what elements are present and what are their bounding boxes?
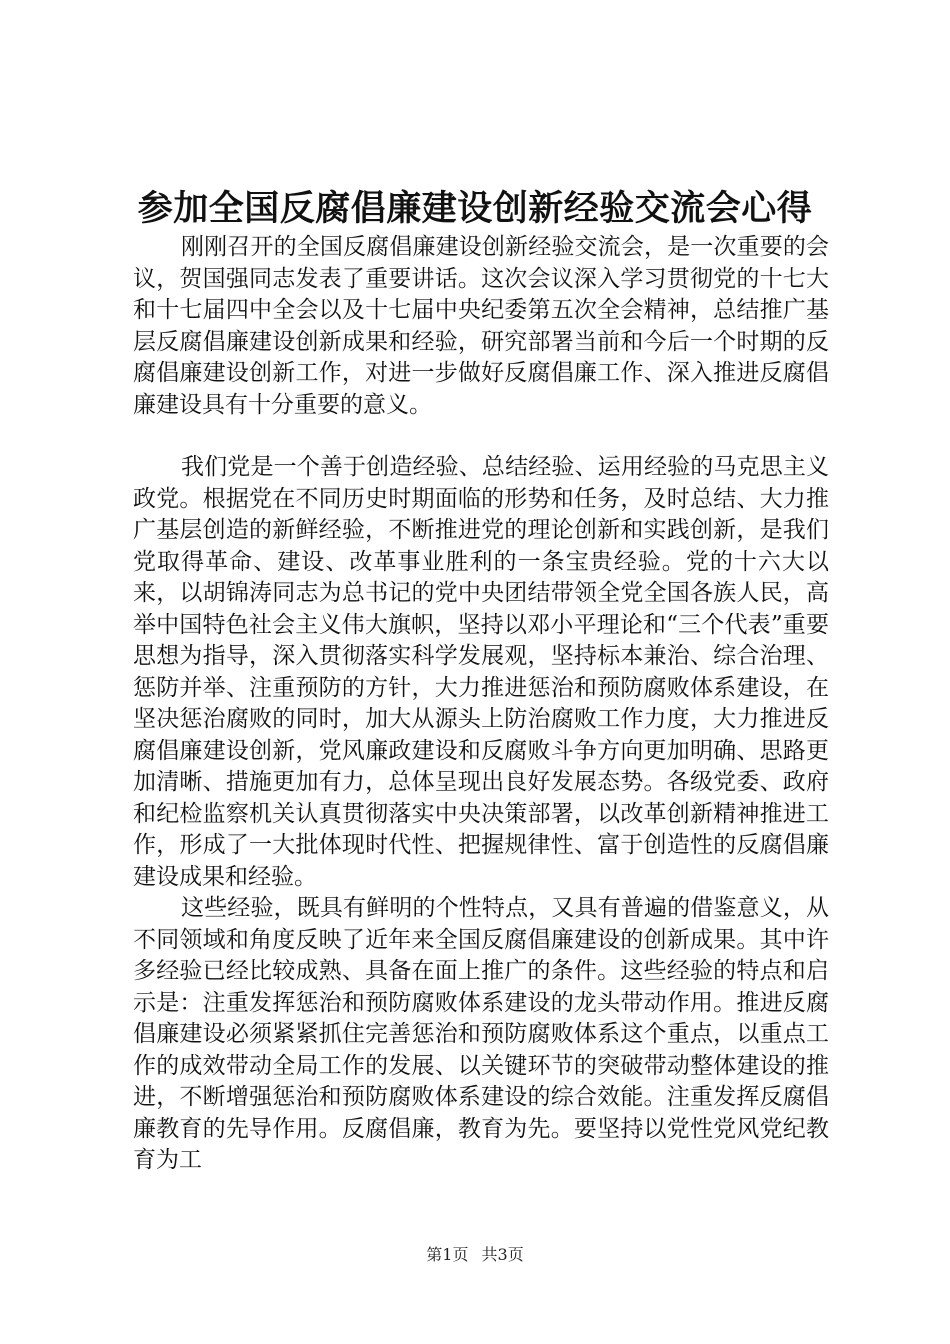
- page-number: 第1页: [426, 1245, 469, 1264]
- document-body: [133, 232, 829, 1177]
- page-total: 共3页: [481, 1245, 524, 1264]
- page-footer: [0, 1244, 950, 1266]
- paragraph-1: 刚刚召开的全国反腐倡廉建设创新经验交流会，是一次重要的会议，贺国强同志发表了重要讲话。这次会议深入学习贯彻党的十七大和十七届四中全会以及十七届中央纪委第五次全会精神，总结推广基层反腐倡廉建设创新成果和经验，研究部署当前和今后一个时期的反腐倡廉建设创新工作，对进一步做好反腐倡廉工作、深入推进反腐倡廉建设具有十分重要的意义。: [133, 234, 829, 418]
- paragraph-2: 我们党是一个善于创造经验、总结经验、运用经验的马克思主义政党。根据党在不同历史时期面临的形势和任务，及时总结、大力推广基层创造的新鲜经验，不断推进党的理论创新和实践创新，是我们党取得革命、建设、改革事业胜利的一条宝贵经验。党的十六大以来，以胡锦涛同志为总书记的党中央团结带领全党全国各族人民，高举中国特色社会主义伟大旗帜，坚持以邓小平理论和“三个代表”重要思想为指导，深入贯彻落实科学发展观，坚持标本兼治、综合治理、惩防并举、注重预防的方针，大力推进惩治和预防腐败体系建设，在坚决惩治腐败的同时，加大从源头上防治腐败工作力度，大力推进反腐倡廉建设创新，党风廉政建设和反腐败斗争方向更加明确、思路更加清晰、措施更加有力，总体呈现出良好发展态势。各级党委、政府和纪检监察机关认真贯彻落实中央决策部署，以改革创新精神推进工作，形成了一大批体现时代性、把握规律性、富于创造性的反腐倡廉建设成果和经验。: [133, 454, 829, 890]
- document-title: 参加全国反腐倡廉建设创新经验交流会心得: [137, 188, 813, 229]
- paragraph-3: 这些经验，既具有鲜明的个性特点，又具有普遍的借鉴意义，从不同领域和角度反映了近年来全国反腐倡廉建设的创新成果。其中许多经验已经比较成熟、具备在面上推广的条件。这些经验的特点和启示是：注重发挥惩治和预防腐败体系建设的龙头带动作用。推进反腐倡廉建设必须紧紧抓住完善惩治和预防腐败体系这个重点，以重点工作的成效带动全局工作的发展、以关键环节的突破带动整体建设的推进，不断增强惩治和预防腐败体系建设的综合效能。注重发挥反腐倡廉教育的先导作用。反腐倡廉，教育为先。要坚持以党性党风党纪教育为工: [133, 895, 829, 1173]
- paragraph-spacer: [133, 421, 829, 452]
